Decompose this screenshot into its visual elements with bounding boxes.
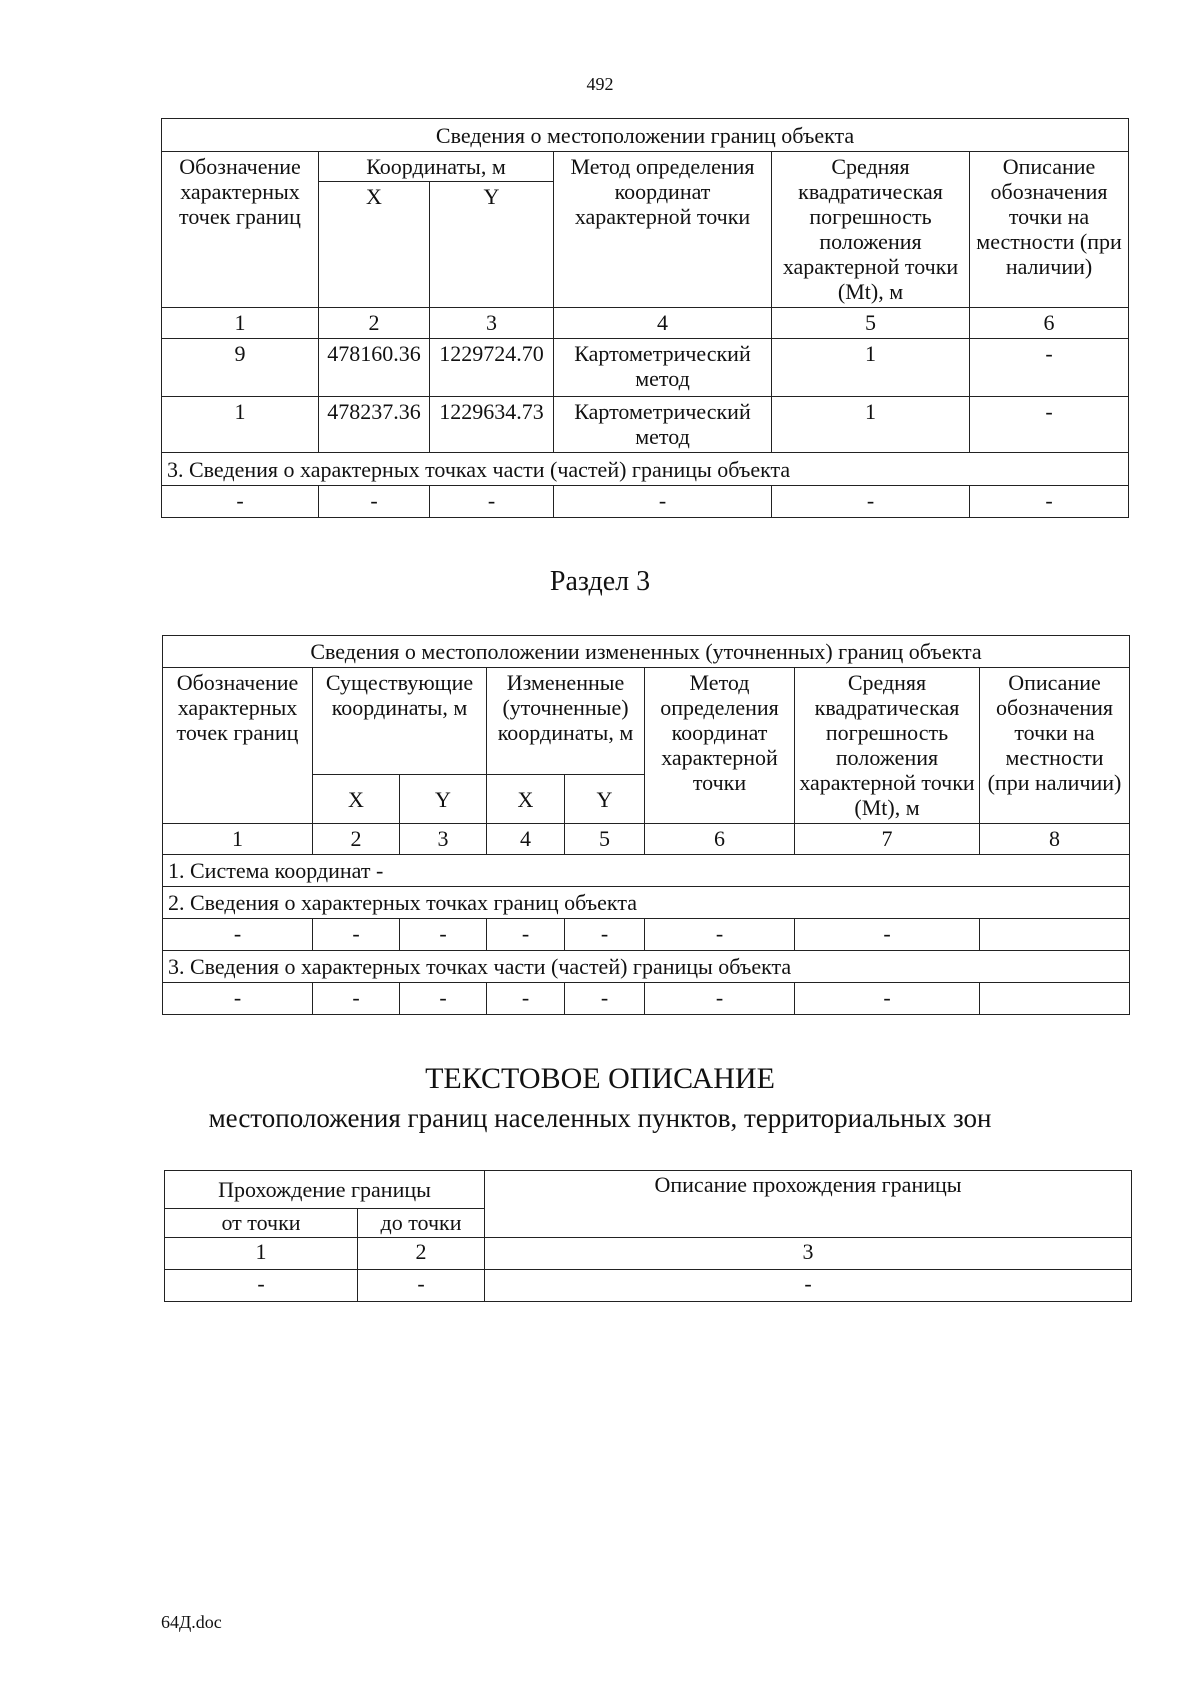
text-description-title: ТЕКСТОВОЕ ОПИСАНИЕ <box>425 1062 775 1095</box>
boundary-passage-table <box>164 1170 1132 1302</box>
empty-cell: - <box>319 486 430 518</box>
error-value: 1 <box>772 339 970 397</box>
column-number: 1 <box>163 824 313 855</box>
header-designation: Обозначение характерных точек границ <box>162 152 319 308</box>
column-number: 2 <box>313 824 400 855</box>
empty-cell: - <box>565 983 645 1015</box>
table-title: Сведения о местоположении измененных (уточненных) границ объекта <box>163 636 1130 668</box>
method: Картометрический метод <box>554 339 772 397</box>
section-label: 3. Сведения о характерных точках части (частей) границы объекта <box>162 453 1129 486</box>
point-number: 1 <box>162 397 319 453</box>
header-x: X <box>487 775 565 824</box>
method: Картометрический метод <box>554 397 772 453</box>
coordinate-x: 478237.36 <box>319 397 430 453</box>
table-row <box>163 919 1130 951</box>
empty-cell: - <box>554 486 772 518</box>
column-number: 6 <box>645 824 795 855</box>
section-title: Раздел 3 <box>549 566 651 597</box>
column-number: 7 <box>795 824 980 855</box>
empty-cell <box>980 983 1130 1015</box>
column-number: 3 <box>430 308 554 339</box>
column-number: 5 <box>772 308 970 339</box>
boundary-location-table <box>161 118 1129 518</box>
header-coordinates: Координаты, м <box>319 152 554 182</box>
header-to-point: до точки <box>358 1209 485 1238</box>
error-value: 1 <box>772 397 970 453</box>
header-designation: Обозначение характерных точек границ <box>163 668 313 824</box>
empty-cell: - <box>400 983 487 1015</box>
empty-cell: - <box>165 1270 358 1302</box>
header-changed-coordinates: Измененные (уточненные) координаты, м <box>487 668 645 775</box>
header-description: Описание обозначения точки на местности (при наличии) <box>970 152 1129 308</box>
header-passage-description: Описание прохождения границы <box>485 1171 1132 1238</box>
empty-cell: - <box>163 983 313 1015</box>
header-from-point: от точки <box>165 1209 358 1238</box>
empty-cell: - <box>970 486 1129 518</box>
header-y: Y <box>430 182 554 308</box>
column-number: 1 <box>165 1238 358 1270</box>
description-value: - <box>970 397 1129 453</box>
section-label: 2. Сведения о характерных точках границ объекта <box>163 887 1130 919</box>
empty-cell: - <box>313 983 400 1015</box>
column-number: 1 <box>162 308 319 339</box>
empty-cell: - <box>162 486 319 518</box>
table-row <box>162 397 1129 453</box>
point-number: 9 <box>162 339 319 397</box>
empty-cell: - <box>795 919 980 951</box>
empty-cell: - <box>772 486 970 518</box>
empty-cell: - <box>645 919 795 951</box>
coordinate-system-label: 1. Система координат - <box>163 855 1130 887</box>
column-number: 2 <box>319 308 430 339</box>
file-name-footer: 64Д.doc <box>161 1612 222 1632</box>
empty-cell <box>980 919 1130 951</box>
coordinate-x: 478160.36 <box>319 339 430 397</box>
column-number: 3 <box>400 824 487 855</box>
header-existing-coordinates: Существующие координаты, м <box>313 668 487 775</box>
table-row <box>162 339 1129 397</box>
column-number: 2 <box>358 1238 485 1270</box>
coordinate-y: 1229724.70 <box>430 339 554 397</box>
column-number: 6 <box>970 308 1129 339</box>
page-number: 492 <box>586 74 614 94</box>
empty-cell: - <box>430 486 554 518</box>
coordinate-y: 1229634.73 <box>430 397 554 453</box>
header-method: Метод определения координат характерной точки <box>645 668 795 824</box>
header-y: Y <box>565 775 645 824</box>
header-y: Y <box>400 775 487 824</box>
table-row <box>165 1270 1132 1302</box>
empty-cell: - <box>645 983 795 1015</box>
column-number: 4 <box>487 824 565 855</box>
header-x: X <box>313 775 400 824</box>
column-number: 3 <box>485 1238 1132 1270</box>
changed-boundary-table <box>162 635 1130 1015</box>
header-passage: Прохождение границы <box>165 1171 485 1209</box>
empty-cell: - <box>487 919 565 951</box>
column-number: 4 <box>554 308 772 339</box>
table-row <box>162 486 1129 518</box>
description-value: - <box>970 339 1129 397</box>
text-description-subtitle: местоположения границ населенных пунктов, территориальных зон <box>208 1103 992 1133</box>
empty-cell: - <box>487 983 565 1015</box>
empty-cell: - <box>163 919 313 951</box>
empty-cell: - <box>313 919 400 951</box>
empty-cell: - <box>400 919 487 951</box>
table-title: Сведения о местоположении границ объекта <box>162 119 1129 152</box>
column-number: 8 <box>980 824 1130 855</box>
column-number: 5 <box>565 824 645 855</box>
header-error: Средняя квадратическая погрешность положения характерной точки (Mt), м <box>795 668 980 824</box>
header-method: Метод определения координат характерной точки <box>554 152 772 308</box>
table-row <box>163 983 1130 1015</box>
section-label: 3. Сведения о характерных точках части (частей) границы объекта <box>163 951 1130 983</box>
header-description: Описание обозначения точки на местности (при наличии) <box>980 668 1130 824</box>
header-x: X <box>319 182 430 308</box>
empty-cell: - <box>565 919 645 951</box>
empty-cell: - <box>358 1270 485 1302</box>
empty-cell: - <box>795 983 980 1015</box>
empty-cell: - <box>485 1270 1132 1302</box>
header-error: Средняя квадратическая погрешность положения характерной точки (Mt), м <box>772 152 970 308</box>
